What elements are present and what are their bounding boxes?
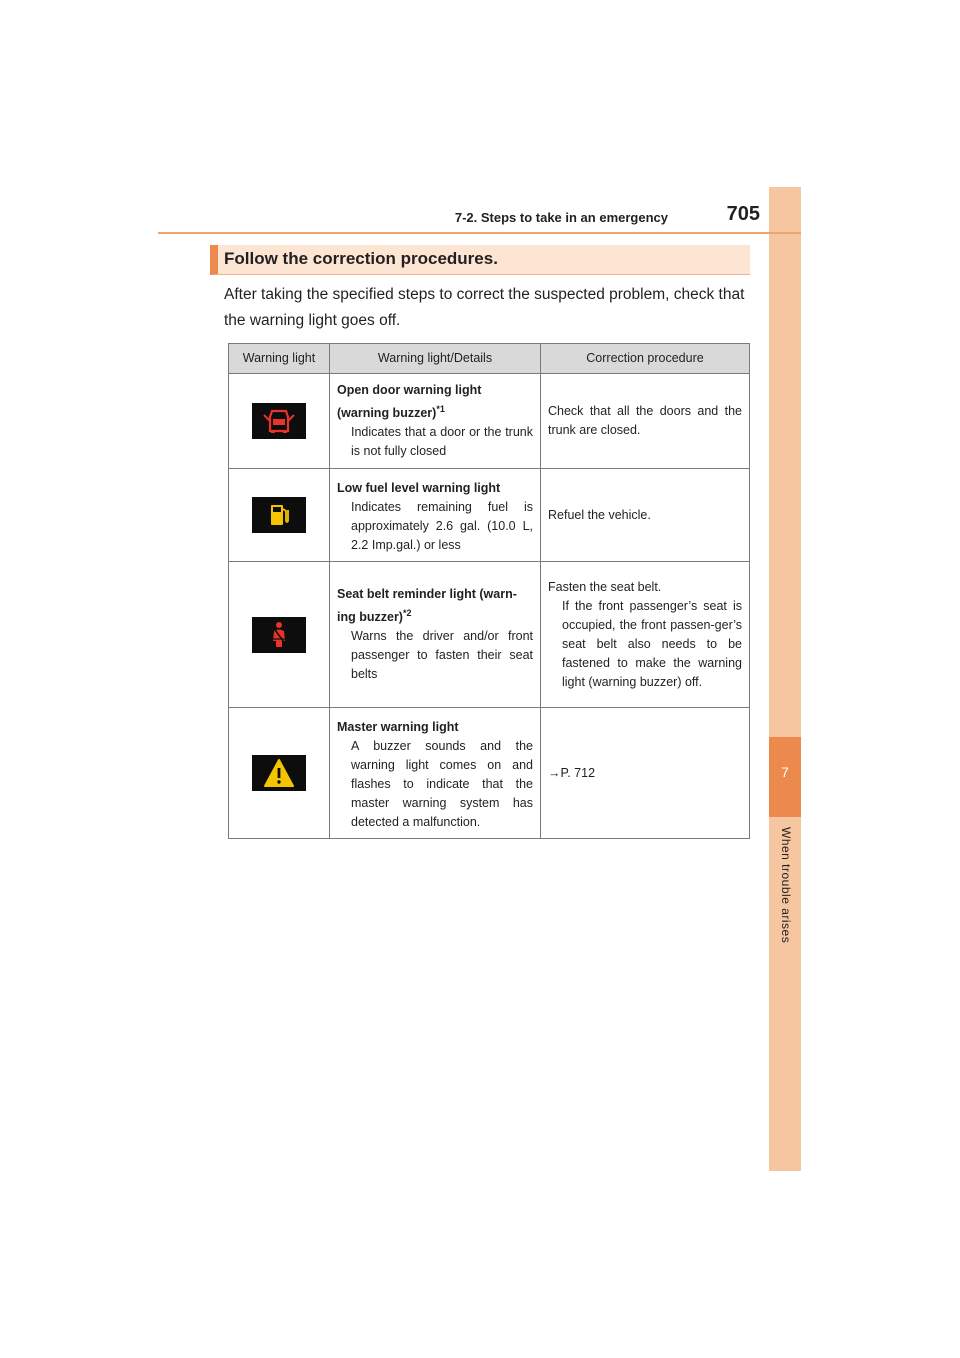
warning-details-cell xyxy=(330,374,541,469)
warning-details: Warns the driver and/or front passenger to fasten their seat belts xyxy=(351,629,533,682)
chapter-number: 7 xyxy=(769,737,801,817)
correction-text: Check that all the doors and the trunk are closed. xyxy=(548,404,742,437)
warning-details: Indicates remaining fuel is approximately 2.6 gal. (10.0 L, 2.2 Imp.gal.) or less xyxy=(351,500,533,553)
chapter-side-tab xyxy=(769,187,801,1171)
table-header-row xyxy=(229,344,750,374)
warning-title: Master warning light xyxy=(337,720,459,735)
warning-icon-cell xyxy=(229,562,330,708)
header-rule xyxy=(158,232,801,234)
table-row xyxy=(229,562,750,708)
warning-icon-cell xyxy=(229,374,330,469)
correction-cell xyxy=(541,708,750,839)
master-warning-icon xyxy=(252,755,306,791)
correction-cell xyxy=(541,469,750,562)
chapter-title: When trouble arises xyxy=(779,827,793,944)
column-header-correction: Correction procedure xyxy=(541,344,750,374)
warning-title: Seat belt reminder light (warn-ing buzzer)$^{*2}$ xyxy=(337,587,517,625)
warning-title: Low fuel level warning light xyxy=(337,481,501,496)
column-header-details: Warning light/Details xyxy=(330,344,541,374)
running-header: 7-2. Steps to take in an emergency xyxy=(454,210,668,225)
warning-details-cell xyxy=(330,469,541,562)
correction-cell xyxy=(541,374,750,469)
warning-details-cell xyxy=(330,562,541,708)
warning-details-cell xyxy=(330,708,541,839)
warning-title: Open door warning light (warning buzzer)$^{*1}$ xyxy=(337,382,482,421)
correction-cell xyxy=(541,562,750,708)
warning-icon-cell xyxy=(229,708,330,839)
table-row xyxy=(229,374,750,469)
table-row xyxy=(229,708,750,839)
intro-paragraph: After taking the specified steps to correct the suspected problem, check that the warning light goes off. xyxy=(224,286,745,329)
column-header-warning-light: Warning light xyxy=(229,344,330,374)
section-heading-bar xyxy=(210,245,750,275)
seat-belt-icon xyxy=(252,617,306,653)
open-door-icon xyxy=(252,403,306,439)
section-title: Follow the correction procedures. xyxy=(224,249,498,268)
correction-detail: If the front passenger’s seat is occupied, the front passen-ger’s seat belt also needs to be fastened to make the warning light (warning buzzer) off. xyxy=(562,598,742,689)
warning-details: Indicates that a door or the trunk is not fully closed xyxy=(351,425,533,459)
table-row xyxy=(229,469,750,562)
correction-page-reference[interactable]: →P. 712 xyxy=(548,765,596,780)
correction-text: Fasten the seat belt. xyxy=(548,579,662,594)
correction-text: Refuel the vehicle. xyxy=(548,507,651,522)
warning-details: A buzzer sounds and the warning light comes on and flashes to indicate that the master warning system has detected a malfunction. xyxy=(351,739,533,830)
warning-icon-cell xyxy=(229,469,330,562)
fuel-pump-icon xyxy=(252,497,306,533)
page-number: 705 xyxy=(726,203,760,225)
warning-light-table xyxy=(228,343,750,839)
